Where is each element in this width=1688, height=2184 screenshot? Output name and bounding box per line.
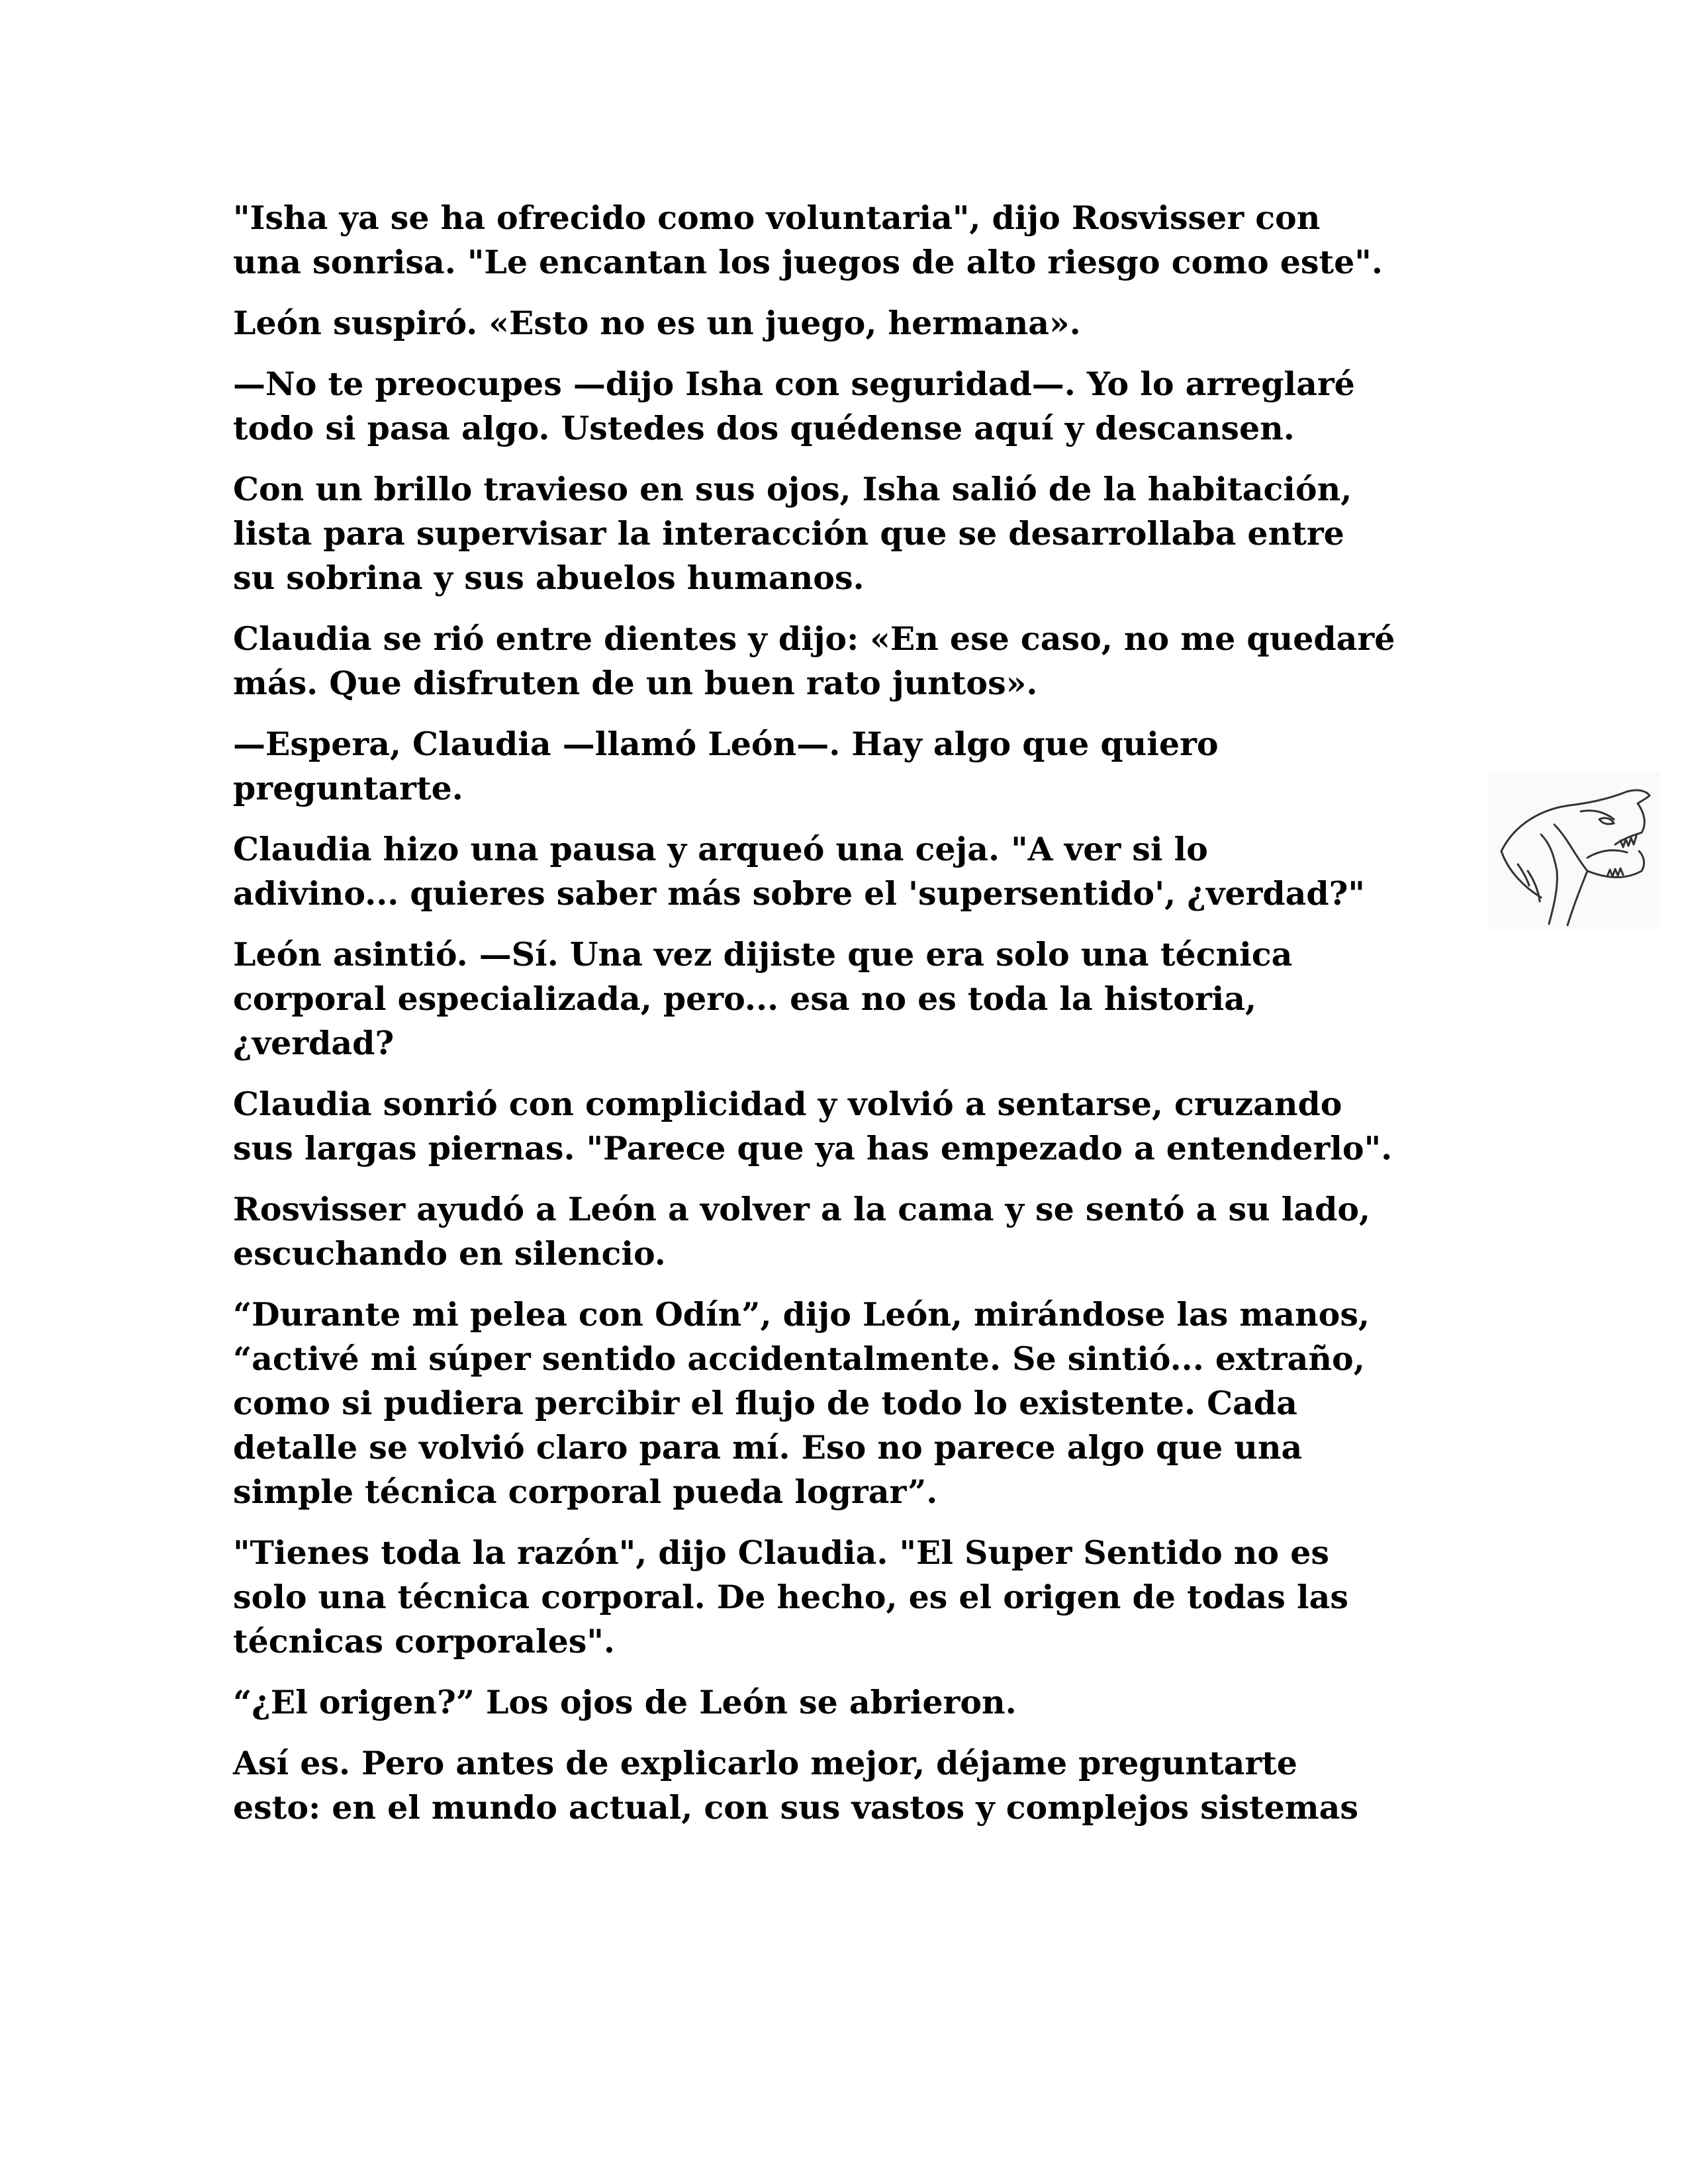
- text-line: —No te preocupes —dijo Isha con seguridad—. Yo lo arreglaré: [233, 365, 1355, 403]
- text-line: Claudia sonrió con complicidad y volvió a sentarse, cruzando: [233, 1085, 1342, 1123]
- text-line: “Durante mi pelea con Odín”, dijo León, mirándose las manos,: [233, 1295, 1370, 1334]
- paragraph-5: [233, 617, 1464, 705]
- text-line: León asintió. —Sí. Una vez dijiste que era solo una técnica: [233, 935, 1293, 974]
- text-line: adivino... quieres saber más sobre el 'supersentido', ¿verdad?": [233, 874, 1365, 913]
- text-line: técnicas corporales".: [233, 1622, 615, 1661]
- text-line: León suspiró. «Esto no es un juego, hermana».: [233, 304, 1081, 342]
- text-line: "Isha ya se ha ofrecido como voluntaria", dijo Rosvisser con: [233, 199, 1321, 237]
- text-line: escuchando en silencio.: [233, 1234, 666, 1273]
- text-line: “¿El origen?” Los ojos de León se abrieron.: [233, 1683, 1017, 1721]
- text-line: Claudia hizo una pausa y arqueó una ceja. "A ver si lo: [233, 830, 1208, 868]
- text-line: “activé mi súper sentido accidentalmente. Se sintió... extraño,: [233, 1340, 1365, 1378]
- text-line: Con un brillo travieso en sus ojos, Isha salió de la habitación,: [233, 470, 1352, 508]
- paragraph-11: [233, 1293, 1464, 1514]
- paragraph-1: [233, 196, 1464, 285]
- paragraph-4: [233, 467, 1464, 600]
- text-line: Claudia se rió entre dientes y dijo: «En ese caso, no me quedaré: [233, 619, 1395, 658]
- dinosaur-sketch-icon: [1488, 772, 1660, 929]
- text-line: —Espera, Claudia —llamó León—. Hay algo que quiero: [233, 725, 1219, 763]
- text-line: su sobrina y sus abuelos humanos.: [233, 559, 865, 597]
- body-text: [233, 196, 1464, 1846]
- text-line: "Tienes toda la razón", dijo Claudia. "El Super Sentido no es: [233, 1533, 1329, 1572]
- text-line: Rosvisser ayudó a León a volver a la cama y se sentó a su lado,: [233, 1190, 1371, 1228]
- paragraph-13: [233, 1680, 1464, 1725]
- text-line: una sonrisa. "Le encantan los juegos de alto riesgo como este".: [233, 243, 1383, 281]
- text-line: todo si pasa algo. Ustedes dos quédense aquí y descansen.: [233, 409, 1295, 447]
- paragraph-9: [233, 1082, 1464, 1171]
- text-line: esto: en el mundo actual, con sus vastos y complejos sistemas: [233, 1788, 1358, 1827]
- text-line: detalle se volvió claro para mí. Eso no parece algo que una: [233, 1428, 1303, 1467]
- paragraph-7: [233, 827, 1464, 916]
- text-line: más. Que disfruten de un buen rato juntos».: [233, 664, 1038, 702]
- text-line: solo una técnica corporal. De hecho, es el origen de todas las: [233, 1578, 1348, 1616]
- paragraph-14: [233, 1741, 1464, 1830]
- paragraph-6: [233, 722, 1464, 811]
- text-line: lista para supervisar la interacción que se desarrollaba entre: [233, 514, 1344, 553]
- text-line: Así es. Pero antes de explicarlo mejor, déjame preguntarte: [233, 1744, 1297, 1782]
- paragraph-2: [233, 301, 1464, 345]
- text-line: corporal especializada, pero... esa no es toda la historia,: [233, 979, 1257, 1018]
- paragraph-8: [233, 933, 1464, 1066]
- text-line: ¿verdad?: [233, 1024, 395, 1062]
- paragraph-12: [233, 1531, 1464, 1664]
- paragraph-10: [233, 1187, 1464, 1276]
- text-line: sus largas piernas. "Parece que ya has empezado a entenderlo".: [233, 1129, 1393, 1167]
- paragraph-3: [233, 362, 1464, 451]
- text-line: como si pudiera percibir el flujo de todo lo existente. Cada: [233, 1384, 1297, 1422]
- text-line: simple técnica corporal pueda lograr”.: [233, 1473, 938, 1511]
- text-line: preguntarte.: [233, 769, 463, 807]
